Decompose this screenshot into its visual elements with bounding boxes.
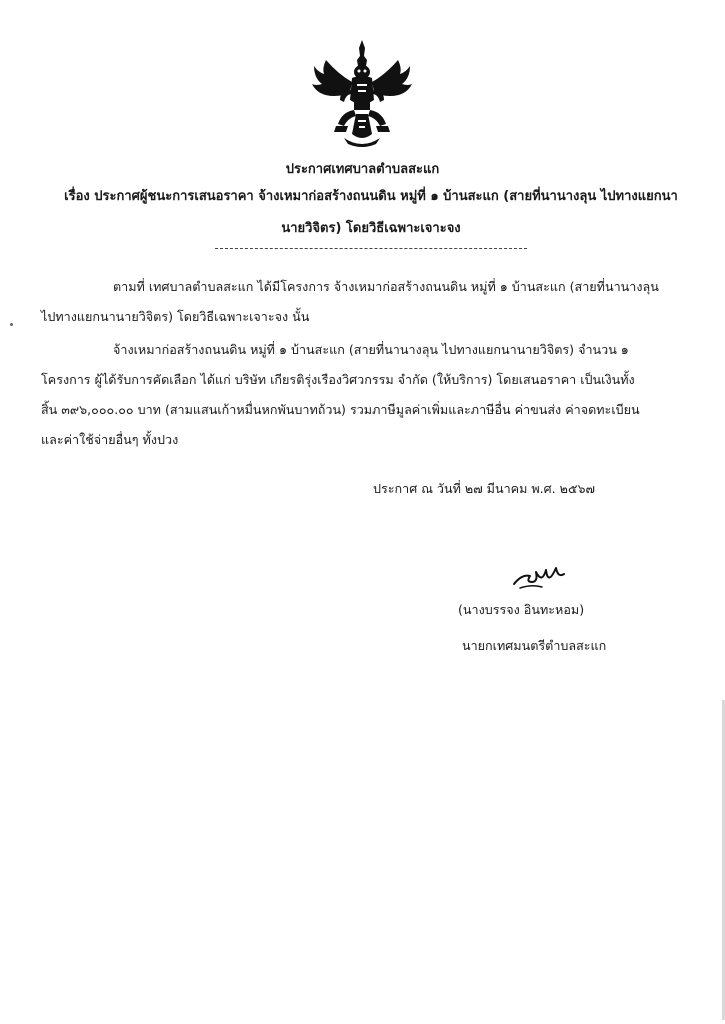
paragraph-line: ไปทางแยกนานายวิจิตร) โดยวิธีเฉพาะเจาะจง นั้น [41,309,310,324]
organization-title: ประกาศเทศบาลตำบลสะแก [285,162,440,177]
handwritten-signature [512,560,568,590]
paragraph-text: จ้างเหมาก่อสร้างถนนดิน หมู่ที่ ๑ บ้านสะแก (สายที่นานางลุน ไปทางแยกนานายวิจิตร) จำนวน ๑ [113,342,629,357]
subject-heading [41,181,701,245]
paragraph-line [41,335,696,365]
paragraph-line: สิ้น ๓๙๖,๐๐๐.๐๐ บาท (สามแสนเก้าหมื่นหกพันบาทถ้วน) รวมภาษีมูลค่าเพิ่มและภาษีอื่น ค่าขนส่ง ค่าจดทะเบียน [41,402,640,417]
divider [215,248,527,249]
subject-line-2: นายวิจิตร) โดยวิธีเฉพาะเจาะจง [281,221,461,236]
subject-line-1: เรื่อง ประกาศผู้ชนะการเสนอราคา จ้างเหมาก่อสร้างถนนดิน หมู่ที่ ๑ บ้านสะแก (สายที่นานางลุน ไปทางแยกนา [64,189,678,204]
paragraph-award [41,335,696,455]
paragraph-line: และค่าใช้จ่ายอื่นๆ ทั้งปวง [41,432,179,447]
paragraph-intro [41,272,696,332]
announcement-date: ประกาศ ณ วันที่ ๒๗ มีนาคม พ.ศ. ๒๕๖๗ [373,481,595,496]
paragraph-line [41,272,696,302]
scan-speck [10,323,13,326]
garuda-emblem-icon [310,38,414,150]
signer-name: (นางบรรจง อินทะหอม) [458,602,585,617]
paragraph-line: โครงการ ผู้ได้รับการคัดเลือก ได้แก่ บริษัท เกียรติรุ่งเรืองวิศวกรรม จำกัด (ให้บริการ) โดยเสนอราคา เป็นเงินทั้ง [41,372,635,387]
signer-position: นายกเทศมนตรีตำบลสะแก [462,638,607,653]
paragraph-text: ตามที่ เทศบาลตำบลสะแก ได้มีโครงการ จ้างเหมาก่อสร้างถนนดิน หมู่ที่ ๑ บ้านสะแก (สายที่นานางลุน [113,279,659,294]
